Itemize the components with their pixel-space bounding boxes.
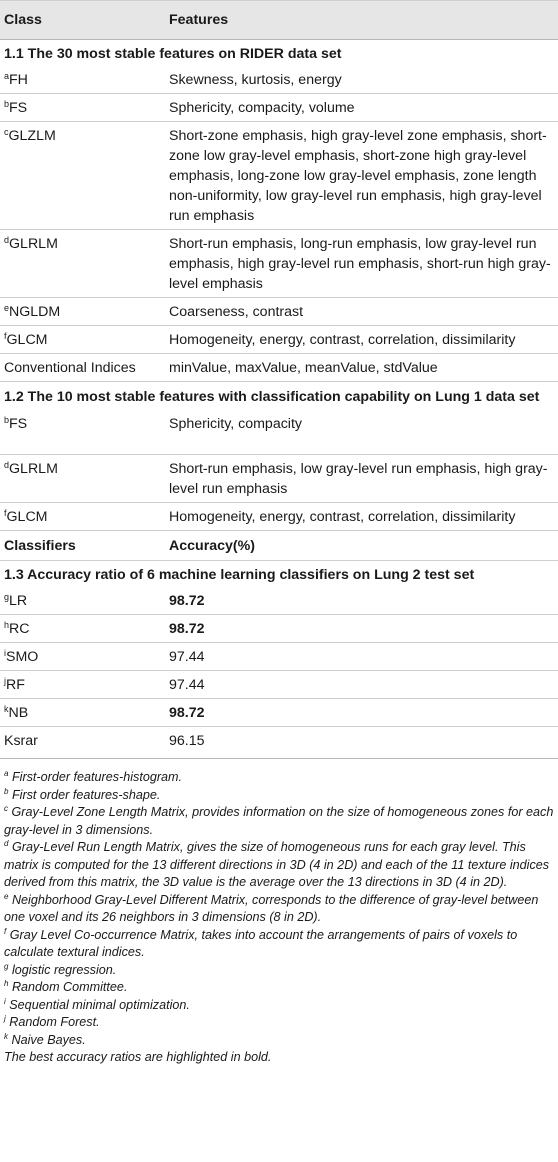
accuracy-cell: 97.44 (165, 671, 558, 699)
footnote-text: First-order features-histogram. (11, 770, 183, 784)
class-cell (0, 230, 165, 298)
class-name: NGLDM (9, 304, 61, 320)
header-features: Features (165, 1, 558, 40)
classifier-cell (0, 699, 165, 727)
class-cell (0, 94, 165, 122)
table-row (0, 615, 558, 643)
footnote (4, 839, 554, 892)
accuracy-cell: 97.44 (165, 643, 558, 671)
footnote-note: The best accuracy ratios are highlighted in bold. (4, 1050, 272, 1064)
footnote (4, 787, 554, 805)
footnote (4, 804, 554, 839)
footnote-text: Gray-Level Zone Length Matrix, provides information on the size of homogeneous zones for each gray-level in 3 dimensions. (4, 805, 554, 837)
class-cell (0, 326, 165, 354)
section-title-row (0, 40, 558, 67)
header-accuracy: Accuracy(%) (165, 531, 558, 561)
feature-cell: Sphericity, compacity, volume (165, 94, 558, 122)
table-row (0, 122, 558, 230)
footnote (4, 979, 554, 997)
footnote-text: Gray Level Co-occurrence Matrix, takes into account the arrangements of pairs of voxels to calculate textural indices. (4, 927, 518, 959)
classifier-cell (0, 587, 165, 615)
classifier-cell (0, 643, 165, 671)
classifier-cell (0, 615, 165, 643)
footnote-text: Sequential minimal optimization. (9, 997, 190, 1012)
feature-cell: Short-run emphasis, long-run emphasis, low gray-level run emphasis, high gray-level run emphasis, short-run high gray-level emphasis (165, 230, 558, 298)
footnote-text: logistic regression. (11, 962, 117, 977)
table-row (0, 410, 558, 455)
table-row (0, 326, 558, 354)
footnote-marker: e (4, 303, 10, 313)
table-footnotes (0, 759, 558, 1067)
class-cell (0, 66, 165, 94)
class-name: FS (9, 416, 28, 432)
footnote-marker: b (4, 99, 10, 109)
feature-cell: Sphericity, compacity (165, 410, 558, 455)
table-row (0, 587, 558, 615)
class-cell (0, 410, 165, 455)
footnote-marker: g (4, 961, 9, 971)
classifier-name: LR (9, 593, 28, 609)
footnote-marker: f (4, 331, 7, 341)
table-row (0, 455, 558, 503)
class-name: FH (9, 72, 28, 88)
classifier-name: NB (8, 705, 29, 721)
footnote-marker: c (4, 127, 9, 137)
table-row (0, 230, 558, 298)
classifier-name: RC (9, 621, 30, 637)
classifier-cell (0, 727, 165, 759)
table-row (0, 699, 558, 727)
footnote-marker: h (4, 620, 10, 630)
classifiers-header-row (0, 531, 558, 561)
footnote-marker: j (4, 676, 6, 686)
footnote (4, 892, 554, 927)
class-cell (0, 298, 165, 326)
class-name: GLCM (6, 332, 48, 348)
footnote-marker: f (4, 926, 7, 936)
table-row (0, 503, 558, 531)
footnote-marker: e (4, 891, 9, 901)
accuracy-cell: 98.72 (165, 699, 558, 727)
footnote-marker: k (4, 1031, 8, 1041)
table-row (0, 671, 558, 699)
footnote-text: First order features-shape. (11, 787, 161, 802)
header-class: Class (0, 1, 165, 40)
section-2-title: 1.2 The 10 most stable features with classification capability on Lung 1 data set (4, 389, 540, 405)
table-row (0, 727, 558, 759)
footnote (4, 769, 554, 787)
feature-cell: Skewness, kurtosis, energy (165, 66, 558, 94)
feature-cell: Coarseness, contrast (165, 298, 558, 326)
table-header-row (0, 1, 558, 40)
footnote-marker: k (4, 704, 9, 714)
table-row (0, 298, 558, 326)
class-name: GLRLM (9, 461, 58, 477)
feature-cell: Homogeneity, energy, contrast, correlation, dissimilarity (165, 503, 558, 531)
class-name: GLCM (6, 509, 48, 525)
footnote-marker: j (4, 1014, 6, 1023)
section-title-row (0, 561, 558, 588)
footnote-marker: c (4, 804, 8, 813)
footnote-marker: h (4, 979, 9, 988)
footnote-marker: d (4, 235, 10, 245)
feature-cell: Short-run emphasis, low gray-level run emphasis, high gray-level run emphasis (165, 455, 558, 503)
classifier-name: Ksrar (4, 733, 38, 749)
footnote-marker: i (4, 648, 6, 658)
accuracy-cell: 96.15 (165, 727, 558, 759)
footnote-text: Neighborhood Gray-Level Different Matrix, corresponds to the difference of gray-level between one voxel and its 26 neighbors in 3 dimensions (8 in 2D). (4, 892, 539, 924)
feature-cell: minValue, maxValue, meanValue, stdValue (165, 354, 558, 382)
footnote (4, 1032, 554, 1050)
footnote (4, 1014, 554, 1032)
class-name: GLRLM (9, 236, 58, 252)
section-title-row (0, 382, 558, 411)
class-name: GLZLM (8, 128, 56, 144)
section-1-title: 1.1 The 30 most stable features on RIDER data set (4, 46, 342, 62)
class-cell (0, 455, 165, 503)
footnote-marker: d (4, 460, 10, 470)
accuracy-cell: 98.72 (165, 615, 558, 643)
class-cell (0, 503, 165, 531)
header-classifiers: Classifiers (0, 531, 165, 561)
footnote-text: Gray-Level Run Length Matrix, gives the size of homogeneous runs for each gray level. This matrix is computed for the 13 different directions in 3D (4 in 2D) and each of the 11 texture indices derived from this matrix, the 3D value is the average over the 13 directions in 3D (4 in 2D). (4, 840, 550, 889)
footnote (4, 962, 554, 980)
feature-cell: Homogeneity, energy, contrast, correlation, dissimilarity (165, 326, 558, 354)
footnote-marker: a (4, 769, 9, 778)
section-3-title: 1.3 Accuracy ratio of 6 machine learning classifiers on Lung 2 test set (4, 567, 475, 583)
footnote-marker: f (4, 508, 7, 518)
footnote-text: Naive Bayes. (11, 1032, 86, 1047)
footnote-marker: b (4, 786, 9, 796)
classifier-name: RF (6, 677, 25, 693)
class-cell (0, 122, 165, 230)
class-name: Conventional Indices (4, 360, 136, 376)
class-cell (0, 354, 165, 382)
footnote-marker: b (4, 415, 10, 425)
table-row (0, 643, 558, 671)
class-name: FS (9, 100, 28, 116)
classifier-name: SMO (6, 649, 39, 665)
table-row (0, 94, 558, 122)
footnote-text: Random Forest. (9, 1015, 100, 1029)
feature-cell: Short-zone emphasis, high gray-level zone emphasis, short-zone low gray-level emphasis, short-zone high gray-level emphasis, long-zone low gray-level emphasis, zone length non-uniformity, low gray-level run emphasis, high gray-level run emphasis (165, 122, 558, 230)
footnote-text: Random Committee. (11, 980, 128, 994)
accuracy-cell: 98.72 (165, 587, 558, 615)
table-row (0, 354, 558, 382)
footnote-marker: a (4, 71, 10, 81)
footnote-marker: d (4, 839, 9, 848)
footnote (4, 997, 554, 1015)
footnote-marker: g (4, 592, 10, 602)
footnote-marker: i (4, 996, 6, 1006)
table-row (0, 66, 558, 94)
footnote (4, 927, 554, 962)
classifier-cell (0, 671, 165, 699)
